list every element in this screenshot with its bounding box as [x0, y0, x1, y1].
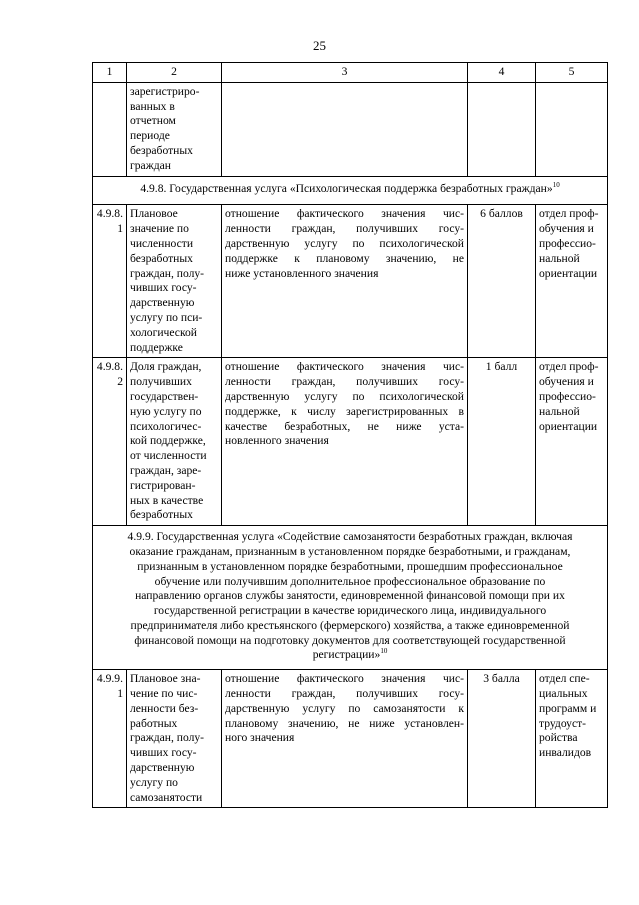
cell-line: дарственную [130, 296, 195, 310]
cell-line: безработных [130, 143, 193, 157]
cell-line: дарственную услугу по психологической [225, 389, 464, 403]
responsible-dept [536, 670, 608, 808]
cell-line: дарственную услугу по психологической [225, 236, 464, 250]
cell-line: значение по [130, 222, 189, 236]
cell-line: 1 [117, 687, 123, 701]
header-col-5: 5 [536, 63, 608, 83]
cell-line: чивших госу- [130, 281, 197, 295]
cell-line: плановому значению, не ниже установлен- [225, 716, 464, 730]
cell-line: нальной [539, 404, 580, 418]
cell-line: инвалидов [539, 746, 592, 760]
cell-line: численности [130, 236, 194, 250]
cell-line: ориентации [539, 266, 598, 280]
cell-line: государствен- [130, 389, 199, 403]
cont-dept-cell [536, 82, 608, 176]
section-title-line: признанным в установленном порядке безработными, прошедшим профессиональное [137, 559, 563, 573]
cell-line: периоде [130, 129, 170, 143]
cont-name-cell [127, 82, 222, 176]
table-row [93, 670, 608, 808]
cell-line: профессио- [539, 236, 596, 250]
cell-line: нальной [539, 251, 580, 265]
cell-line: отношение фактического значения чис- [225, 207, 464, 221]
row-number [93, 205, 127, 358]
cell-line: трудоуст- [539, 716, 587, 730]
cell-line: услугу по [130, 775, 178, 789]
page-number: 25 [313, 38, 326, 53]
cell-line: ройства [539, 731, 578, 745]
cell-line: граждан [130, 158, 171, 172]
header-col-2: 2 [127, 63, 222, 83]
score: 6 баллов [468, 205, 536, 358]
cell-line: ленности без- [130, 701, 199, 715]
cell-line: услугу по пси- [130, 310, 203, 324]
calculation-method [222, 670, 468, 808]
cell-line: безработных [130, 251, 193, 265]
cell-line: граждан, полу- [130, 731, 205, 745]
cell-line: поддержке к плановому значению, не [225, 251, 464, 265]
section-title-line: предпринимателя либо крестьянского (фермерского) хозяйства, а также единовременной [130, 618, 570, 632]
section-title-line: финансовой помощи на подготовку документов для соответствующей государственной [134, 633, 566, 647]
cell-line: отчетном [130, 114, 176, 128]
cell-line: отношение фактического значения чис- [225, 360, 464, 374]
table-row [93, 358, 608, 526]
footnote-ref: 10 [380, 647, 388, 656]
cell-line: 2 [117, 375, 123, 389]
cell-line: отдел проф- [539, 207, 599, 221]
cell-line: кой поддержке, [130, 434, 206, 448]
cell-line: хологической [130, 325, 197, 339]
cell-line: чение по чис- [130, 687, 198, 701]
cell-line: 4.9.8. [96, 360, 123, 374]
cell-line: чивших госу- [130, 746, 197, 760]
section-title-line: 4.9.9. Государственная услуга «Содействие самозанятости безработных граждан, включая [127, 530, 573, 544]
cell-line: ного значения [225, 731, 295, 745]
cell-line: качестве безработных, не ниже уста- [225, 419, 464, 433]
header-col-1: 1 [93, 63, 127, 83]
cell-line: самозанятости [130, 790, 203, 804]
cell-line: обучения и [539, 375, 594, 389]
score: 3 балла [468, 670, 536, 808]
section-row-4-9-8 [93, 176, 608, 205]
header-col-4: 4 [468, 63, 536, 83]
responsible-dept [536, 358, 608, 526]
section-title-cell [93, 526, 608, 670]
cell-line: профессио- [539, 389, 596, 403]
cell-line: дарственную услугу по самозанятости к [225, 701, 464, 715]
cell-line: обучения и [539, 222, 594, 236]
section-title-line: обучение или получившим дополнительное профессиональное образование по [154, 574, 546, 588]
section-title-end: регистрации» [312, 648, 381, 662]
cell-line: Доля граждан, [130, 360, 202, 374]
continuation-row [93, 82, 608, 176]
footnote-ref: 10 [552, 180, 560, 189]
cell-line: получивших [130, 375, 192, 389]
section-title: 4.9.8. Государственная услуга «Психологическая поддержка безработных граждан» [140, 181, 553, 195]
cell-line: 4.9.8. [96, 207, 123, 221]
cell-line: психологичес- [130, 419, 202, 433]
calculation-method [222, 358, 468, 526]
cell-line: гистрирован- [130, 478, 196, 492]
cell-line: граждан, полу- [130, 266, 205, 280]
cell-line: ванных в [130, 99, 175, 113]
header-col-3: 3 [222, 63, 468, 83]
cell-line: ленности граждан, получивших госу- [225, 222, 464, 236]
cell-line: отношение фактического значения чис- [225, 672, 464, 686]
cell-line: ных в качестве [130, 493, 204, 507]
score: 1 балл [468, 358, 536, 526]
cell-line: ориентации [539, 419, 598, 433]
indicator-name [127, 670, 222, 808]
row-number [93, 358, 127, 526]
cell-line: Плановое [130, 207, 178, 221]
cell-line: от численности [130, 449, 207, 463]
cell-line: дарственную [130, 761, 195, 775]
indicator-name [127, 205, 222, 358]
cell-line: Плановое зна- [130, 672, 201, 686]
cell-line: отдел проф- [539, 360, 599, 374]
section-row-4-9-9 [93, 526, 608, 670]
cell-line: циальных [539, 687, 588, 701]
cell-line: программ и [539, 701, 597, 715]
cont-num-cell [93, 82, 127, 176]
table-row [93, 205, 608, 358]
section-title-line: оказание гражданам, признанным в установленном порядке безработными, и гражданам, [129, 544, 571, 558]
cell-line: поддержке [130, 340, 183, 354]
cell-line: ленности граждан, получивших госу- [225, 687, 464, 701]
cell-line: 1 [117, 222, 123, 236]
cell-line: поддержке, к числу зарегистрированных в [225, 404, 464, 418]
cell-line: работных [130, 716, 178, 730]
section-title-cell [93, 176, 608, 205]
header-row [93, 63, 608, 83]
cont-method-cell [222, 82, 468, 176]
cell-line: ниже установленного значения [225, 266, 379, 280]
cell-line: 4.9.9. [96, 672, 123, 686]
section-title-line: направлению органов службы занятости, единовременной финансовой помощи при их [135, 589, 565, 603]
section-title-line: государственной регистрации в качестве юридического лица, индивидуального [153, 604, 547, 618]
cell-line: отдел спе- [539, 672, 590, 686]
indicator-name [127, 358, 222, 526]
cell-line: новленного значения [225, 434, 329, 448]
cell-line: ленности граждан, получивших госу- [225, 375, 464, 389]
calculation-method [222, 205, 468, 358]
cont-score-cell [468, 82, 536, 176]
cell-line: ную услугу по [130, 404, 202, 418]
section-title-line [96, 648, 604, 663]
cell-line: зарегистриро- [130, 84, 200, 98]
cell-line: безработных [130, 508, 193, 522]
criteria-table [92, 62, 608, 808]
cell-line: граждан, заре- [130, 463, 202, 477]
row-number [93, 670, 127, 808]
responsible-dept [536, 205, 608, 358]
